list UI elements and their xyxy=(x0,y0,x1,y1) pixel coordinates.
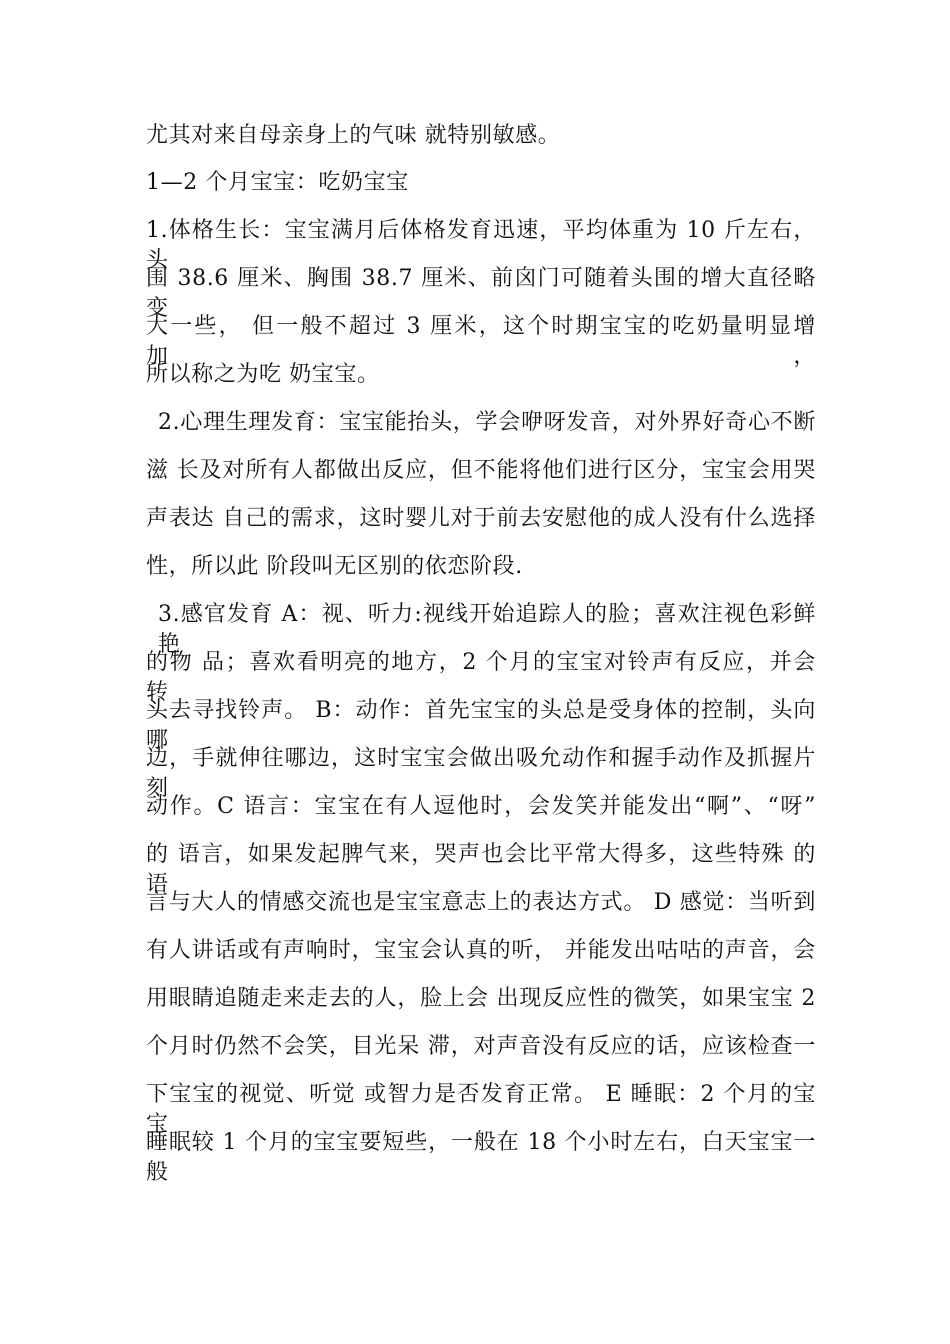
text-line-9: 声表达 自己的需求，这时婴儿对于前去安慰他的成人没有什么选择 xyxy=(146,506,816,531)
text-line-1: 尤其对来自母亲身上的气味 就特别敏感。 xyxy=(146,123,561,148)
text-line-19: 用眼睛追随走来走去的人，脸上会 出现反应性的微笑，如果宝宝 2 xyxy=(146,986,816,1011)
text-line-13: 头去寻找铃声。 B：动作：首先宝宝的头总是受身体的控制，头向哪 xyxy=(146,698,816,753)
text-line-20: 个月时仍然不会笑，目光呆 滞，对声音没有反应的话，应该检查一 xyxy=(146,1034,816,1059)
text-line-15: 动作。C 语言：宝宝在有人逗他时，会发笑并能发出“啊”、“呀” xyxy=(146,794,816,819)
text-line-4: 围 38.6 厘米、胸围 38.7 厘米、前囟门可随着头围的增大直径略变 xyxy=(146,266,816,321)
text-line-6: 所以称之为吃 奶宝宝。 xyxy=(146,362,380,387)
text-line-21: 下宝宝的视觉、听觉 或智力是否发育正常。 E 睡眠：2 个月的宝宝 xyxy=(146,1082,816,1137)
text-line-5: 大一些， 但一般不超过 3 厘米，这个时期宝宝的吃奶量明显增加， xyxy=(146,314,816,369)
section-heading: 1—2 个月宝宝：吃奶宝宝 xyxy=(146,170,409,195)
text-line-22: 睡眠较 1 个月的宝宝要短些，一般在 18 个小时左右，白天宝宝一般 xyxy=(146,1130,816,1185)
text-line-12: 的物 品；喜欢看明亮的地方，2 个月的宝宝对铃声有反应，并会 转 xyxy=(146,650,816,705)
text-line-14: 边，手就伸往哪边，这时宝宝会做出吸允动作和握手动作及抓握片刻 xyxy=(146,746,816,801)
text-line-3: 1.体格生长：宝宝满月后体格发育迅速，平均体重为 10 斤左右，头 xyxy=(146,218,816,273)
text-line-18: 有人讲话或有声响时，宝宝会认真的听， 并能发出咕咕的声音，会 xyxy=(146,938,816,963)
text-line-11: 3.感官发育 A：视、听力:视线开始追踪人的脸；喜欢注视色彩鲜艳 xyxy=(158,602,816,657)
text-line-8: 滋 长及对所有人都做出反应，但不能将他们进行区分，宝宝会用哭 xyxy=(146,458,816,483)
text-line-10: 性，所以此 阶段叫无区别的依恋阶段. xyxy=(146,554,523,579)
text-line-17: 言与大人的情感交流也是宝宝意志上的表达方式。 D 感觉：当听到 xyxy=(146,890,816,915)
text-line-16: 的 语言，如果发起脾气来，哭声也会比平常大得多，这些特殊 的语 xyxy=(146,842,816,897)
text-line-7: 2.心理生理发育：宝宝能抬头，学会咿呀发音，对外界好奇心不断 xyxy=(158,410,816,435)
